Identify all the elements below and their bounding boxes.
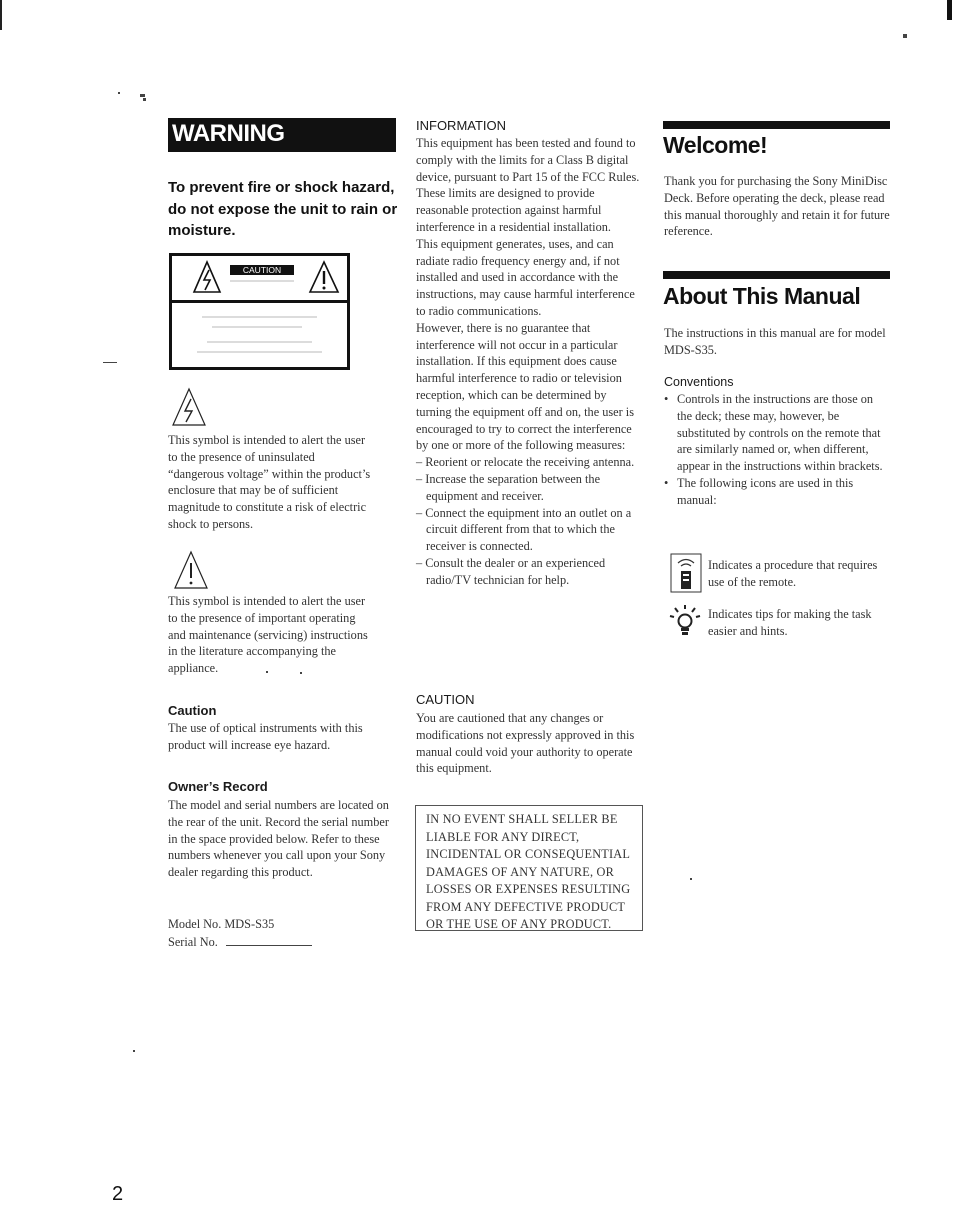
conventions-heading: Conventions [664, 375, 734, 389]
warning-rule [168, 150, 396, 152]
welcome-rule [663, 121, 890, 129]
warning-heading: WARNING [168, 118, 396, 150]
page-edge-mark [0, 0, 2, 30]
fcc-caution-text: You are cautioned that any changes or modifications not expressly approved in this manual could void your authority to operate this equipment. [416, 711, 635, 776]
list-item: • The following icons are used in this manual: [664, 475, 889, 509]
caution-heading: Caution [168, 703, 217, 718]
fcc-caution-heading: CAUTION [416, 692, 475, 707]
caution-tag: CAUTION [230, 265, 294, 275]
remote-control-icon [670, 553, 702, 593]
information-paragraph: This equipment has been tested and found to comply with the limits for a Class B digital device, pursuant to Part 15 of the FCC Rules. [416, 136, 640, 184]
welcome-text: Thank you for purchasing the Sony MiniDisc Deck. Before operating the deck, please read this manual thoroughly and retain it for future reference. [664, 174, 890, 239]
information-paragraph: This equipment generates, uses, and can radiate radio frequency energy and, if not installed and used in accordance with the instructions, may cause harmful interference to radio communications. [416, 236, 635, 318]
caution-label-graphic [169, 253, 350, 370]
owners-record-heading: Owner’s Record [168, 779, 268, 794]
voltage-symbol-text: This symbol is intended to alert the user to the presence of uninsulated “dangerous voltage” within the product’s enclosure that may be of sufficient magnitude to constitute a risk of electric shock to persons. [168, 433, 371, 531]
exclamation-triangle-icon [308, 260, 340, 294]
information-paragraph: These limits are designed to provide reasonable protection against harmful interference in a residential installation. [416, 186, 611, 234]
tip-icon-description: Indicates tips for making the task easier and hints. [708, 607, 872, 638]
about-rule [663, 271, 890, 279]
exclamation-triangle-icon [173, 550, 209, 590]
measures-list [416, 454, 644, 588]
lightning-triangle-icon [171, 387, 207, 427]
page-edge-mark [947, 0, 952, 20]
information-heading: INFORMATION [416, 118, 507, 133]
information-paragraph: However, there is no guarantee that interference will not occur in a particular installation. If this equipment does cause harmful interference to radio or television reception, which can be determined by turning the equipment off and on, the user is encouraged to try to correct the interference by one or more of the following measures: [416, 320, 634, 453]
liability-notice: IN NO EVENT SHALL SELLER BE LIABLE FOR ANY DIRECT, INCIDENTAL OR CONSEQUENTIAL DAMAGES OF ANY NATURE, OR LOSSES OR EXPENSES RESULTING FROM ANY DEFECTIVE PRODUCT OR THE USE OF ANY PRODUCT. [415, 805, 643, 931]
remote-icon-description: Indicates a procedure that requires use of the remote. [708, 558, 878, 589]
lightning-triangle-icon [192, 260, 222, 294]
warning-text: To prevent fire or shock hazard, do not expose the unit to rain or moisture. [168, 179, 398, 239]
caution-text: The use of optical instruments with this product will increase eye hazard. [168, 721, 363, 752]
list-item: – Reorient or relocate the receiving antenna. [416, 455, 635, 470]
lightbulb-tip-icon [668, 603, 702, 639]
conventions-list [664, 391, 889, 509]
about-text: The instructions in this manual are for model MDS-S35. [664, 326, 886, 357]
about-heading: About This Manual [663, 283, 861, 309]
list-item: • Controls in the instructions are those on the deck; these may, however, be substituted by controls on the remote that are similarly named or, when different, appear in the instructions within brackets. [664, 391, 889, 475]
list-item: – Increase the separation between the equipment and receiver. [416, 471, 601, 503]
list-item: – Consult the dealer or an experienced radio/TV technician for help. [416, 555, 606, 587]
owners-record-text: The model and serial numbers are located on the rear of the unit. Record the serial number in the space provided below. Refer to these numbers whenever you call upon your Sony dealer regarding this product. [168, 798, 389, 880]
serial-number-label: Serial No. [168, 935, 218, 949]
information-body [416, 135, 644, 589]
attention-symbol-text: This symbol is intended to alert the user to the presence of important operating and maintenance (servicing) instructions in the literature accompanying the appliance. [168, 594, 368, 676]
list-item: – Connect the equipment into an outlet on a circuit different from that to which the receiver is connected. [416, 505, 632, 554]
welcome-heading: Welcome! [663, 132, 768, 158]
page-number: 2 [112, 1183, 124, 1205]
model-number: Model No. MDS-S35 [168, 917, 275, 931]
serial-number-line [226, 945, 312, 946]
